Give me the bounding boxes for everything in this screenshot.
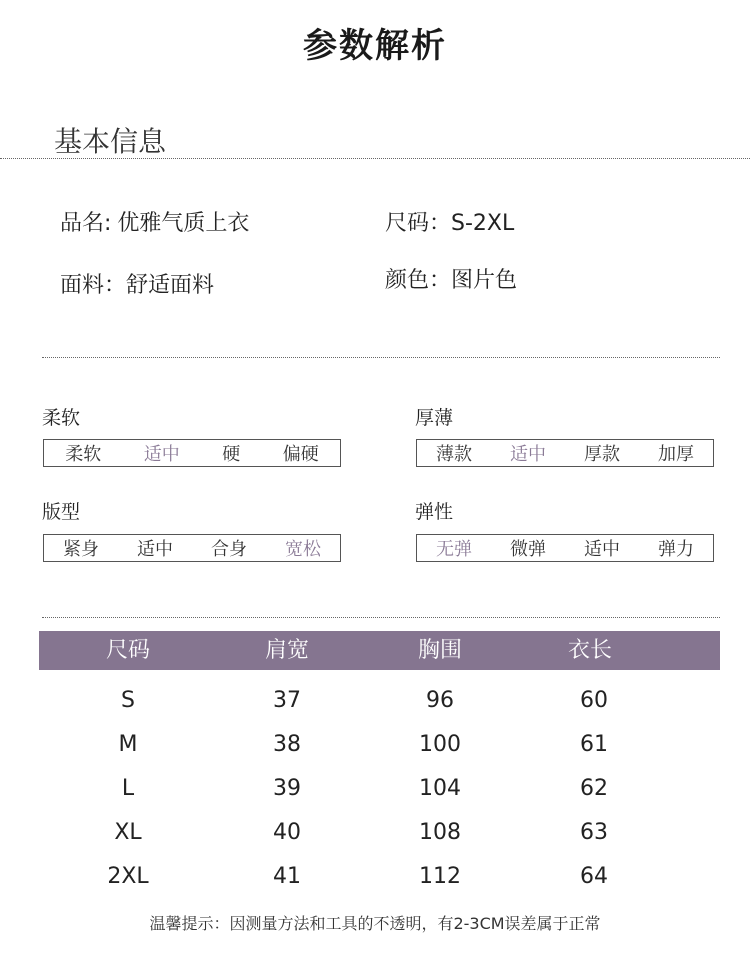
table-cell: 60 [580, 688, 608, 713]
attr-title-elasticity: 弹性 [415, 501, 454, 523]
scale-option: 适中 [584, 539, 620, 560]
table-cell: 2XL [107, 864, 149, 889]
scale-option: 微弹 [510, 539, 546, 560]
table-cell: 64 [580, 864, 608, 889]
scale-fit [43, 534, 341, 562]
size-range-label: 尺码： [385, 211, 452, 236]
scale-option-selected: 适中 [510, 444, 546, 465]
table-cell: 63 [580, 820, 608, 845]
size-table-header [39, 631, 720, 670]
table-cell: 40 [273, 820, 301, 845]
divider [42, 617, 720, 618]
scale-option: 加厚 [658, 444, 694, 465]
table-cell: 108 [419, 820, 461, 845]
scale-option: 硬 [222, 444, 241, 465]
size-range-value: S-2XL [451, 211, 515, 236]
divider [42, 357, 720, 358]
th-shoulder: 肩宽 [264, 638, 309, 663]
table-cell: 100 [419, 732, 461, 757]
table-cell: XL [114, 820, 142, 845]
scale-option: 偏硬 [282, 444, 319, 465]
table-cell: S [121, 688, 135, 713]
table-cell: 61 [580, 732, 608, 757]
table-cell: 37 [273, 688, 301, 713]
table-cell: M [118, 732, 138, 757]
th-length: 衣长 [567, 638, 612, 663]
attr-title-thickness: 厚薄 [415, 407, 454, 429]
scale-option: 紧身 [63, 539, 99, 560]
scale-option: 厚款 [584, 444, 620, 465]
table-cell: 62 [580, 776, 608, 801]
product-name-label: 品名: [60, 211, 112, 236]
color-value: 图片色 [451, 268, 518, 293]
measurement-note: 温馨提示：因测量方法和工具的不透明，有2-3CM误差属于正常 [149, 914, 601, 933]
fabric-label: 面料： [60, 273, 127, 298]
scale-option: 合身 [211, 539, 247, 560]
scale-softness [43, 439, 341, 467]
fabric-value: 舒适面料 [126, 273, 215, 298]
scale-option: 弹力 [658, 539, 694, 560]
table-cell: L [121, 776, 135, 801]
scale-elasticity [416, 534, 714, 562]
scale-option: 适中 [137, 539, 173, 560]
scale-thickness [416, 439, 714, 467]
product-name-value: 优雅气质上衣 [117, 211, 250, 236]
product-name-line [60, 206, 249, 237]
scale-option-selected: 适中 [143, 444, 180, 465]
scale-option: 柔软 [65, 444, 102, 465]
divider [0, 158, 750, 159]
scale-option-selected: 宽松 [285, 539, 321, 560]
fabric-line [60, 268, 214, 299]
table-cell: 104 [419, 776, 461, 801]
page-title: 参数解析 [303, 26, 447, 66]
table-cell: 41 [273, 864, 301, 889]
basic-info-heading: 基本信息 [54, 125, 167, 158]
scale-option-selected: 无弹 [436, 539, 472, 560]
color-line [385, 263, 517, 294]
table-cell: 38 [273, 732, 301, 757]
table-cell: 112 [419, 864, 461, 889]
size-range-line [385, 206, 514, 237]
color-label: 颜色： [385, 268, 452, 293]
table-cell: 96 [426, 688, 454, 713]
scale-option: 薄款 [436, 444, 472, 465]
attr-title-fit: 版型 [42, 501, 81, 523]
th-bust: 胸围 [417, 638, 462, 663]
attr-title-softness: 柔软 [42, 407, 81, 429]
th-size: 尺码 [105, 638, 150, 663]
table-cell: 39 [273, 776, 301, 801]
